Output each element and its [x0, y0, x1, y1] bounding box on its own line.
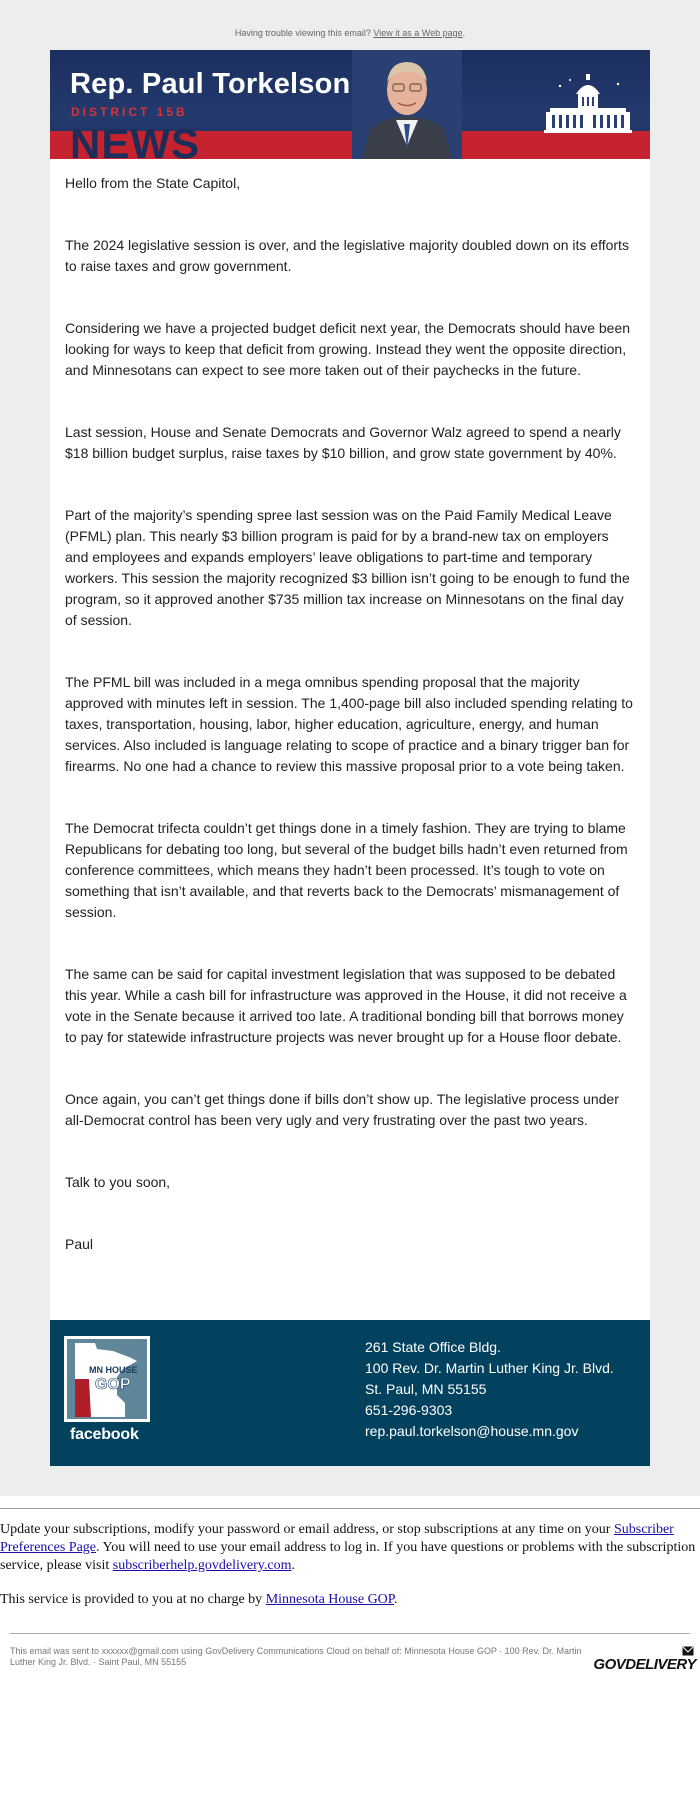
paragraph: The same can be said for capital investment legislation that was supposed to be debated this year. While a cash bill for infrastructure was approved in the House, it did not receive a vote in the Senate because it arrived too late. A traditional bonding bill that borrows money to pay for statewide infrastructure projects was never brought up for a House floor debate. — [65, 966, 627, 1045]
greeting: Hello from the State Capitol, — [65, 175, 241, 191]
capitol-building-icon — [540, 72, 636, 134]
phone-number: 651-296-9303 — [365, 1402, 453, 1418]
subscriber-help-link[interactable]: subscriberhelp.govdelivery.com — [112, 1558, 292, 1573]
paragraph: The PFML bill was included in a mega omnibus spending proposal that the majority approved with minutes left in session. The 1,400-page bill also included spending relating to taxes, transportation, housing, labor, higher education, agriculture, energy, and human services. Also included is language relating to scope of practice and a binary trigger ban for firearms. No one had a chance to review this massive proposal prior to a vote being taken. — [65, 674, 633, 774]
email-address[interactable]: rep.paul.torkelson@house.mn.gov — [365, 1423, 579, 1439]
mn-house-gop-logo[interactable] — [64, 1336, 150, 1422]
paragraph: The 2024 legislative session is over, and the legislative majority doubled down on its efforts to raise taxes and grow government. — [65, 237, 629, 274]
contact-footer — [50, 1320, 650, 1466]
divider — [0, 1508, 700, 1509]
address-line: 261 State Office Bldg. — [365, 1339, 501, 1355]
email-card — [50, 50, 650, 1466]
header-banner — [50, 50, 650, 159]
svg-text:GOP: GOP — [95, 1376, 131, 1393]
signature: Paul — [65, 1236, 94, 1252]
paragraph: Once again, you can’t get things done if bills don’t show up. The legislative process under all-Democrat control has been very ugly and very frustrating over the past two years. — [65, 1091, 619, 1128]
banner-title: Rep. Paul Torkelson — [70, 68, 351, 100]
paragraph: Considering we have a projected budget deficit next year, the Democrats should have been looking for ways to keep that deficit from growing. Instead they went the opposite direction, and Minnesotans can expect to see more taken out of their paychecks in the future. — [65, 320, 631, 378]
preheader: Having trouble viewing this email? View it as a Web page. — [234, 28, 466, 38]
preheader-text: Having trouble viewing this email? — [234, 28, 371, 38]
facebook-link[interactable]: facebook — [70, 1426, 139, 1443]
view-web-page-link[interactable]: View it as a Web page — [373, 28, 463, 38]
subscriber-preferences-link[interactable]: Subscriber Preferences Page — [0, 1522, 674, 1555]
address-line: St. Paul, MN 55155 — [365, 1381, 487, 1397]
banner-news-wordmark: NEWS — [70, 120, 200, 159]
minnesota-map-icon — [67, 1339, 147, 1419]
envelope-icon — [682, 1646, 694, 1656]
closing: Talk to you soon, — [65, 1174, 171, 1190]
sent-to-text: This email was sent to xxxxxx@gmail.com using GovDelivery Communications Cloud on behalf of: Minnesota House GOP · 100 Rev. Dr. Martin Luther King Jr. Blvd. · Saint Paul, MN 55155 — [10, 1646, 582, 1667]
banner-district: DISTRICT 15B — [71, 105, 188, 119]
address-line: 100 Rev. Dr. Martin Luther King Jr. Blvd. — [365, 1360, 614, 1376]
subscription-notice — [0, 1496, 700, 1609]
representative-portrait — [352, 50, 462, 159]
contact-info — [365, 1337, 614, 1442]
govdelivery-logo[interactable]: GOVDELIVERY — [593, 1656, 696, 1673]
paragraph: Last session, House and Senate Democrats and Governor Walz agreed to spend a nearly $18 billion budget surplus, raise taxes by $10 billion, and grow state government by 40%. — [65, 424, 621, 461]
email-body — [50, 159, 650, 1320]
svg-text:MN HOUSE: MN HOUSE — [89, 1365, 138, 1375]
subscription-text: Update your subscriptions, modify your password or email address, or stop subscriptions at any time on your Subscriber Preferences Page. You will need to use your email address to log in. If you have questions or problems with the subscription service, please visit subscriberhelp.govdelivery.com. — [0, 1522, 696, 1573]
paragraph: The Democrat trifecta couldn’t get things done in a timely fashion. They are trying to blame Republicans for debating too long, but several of the budget bills hadn’t even returned from conference committees, which means they hadn’t been processed. It’s tough to vote on something that isn’t available, and that reverts back to the Democrats’ mismanagement of session. — [65, 820, 628, 920]
minnesota-house-gop-link[interactable]: Minnesota House GOP — [265, 1592, 395, 1607]
paragraph: Part of the majority’s spending spree last session was on the Paid Family Medical Leave (PFML) plan. This nearly $3 billion program is paid for by a brand-new tax on employers and employees and expands employers’ leave obligations to part-time and temporary workers. This session the majority recognized $3 billion isn’t going to be enough to fund the program, so it approved another $735 million tax increase on Minnesotans on the final day of session. — [65, 507, 630, 628]
service-text: This service is provided to you at no charge by Minnesota House GOP. — [0, 1592, 398, 1607]
sender-footer — [10, 1633, 696, 1686]
